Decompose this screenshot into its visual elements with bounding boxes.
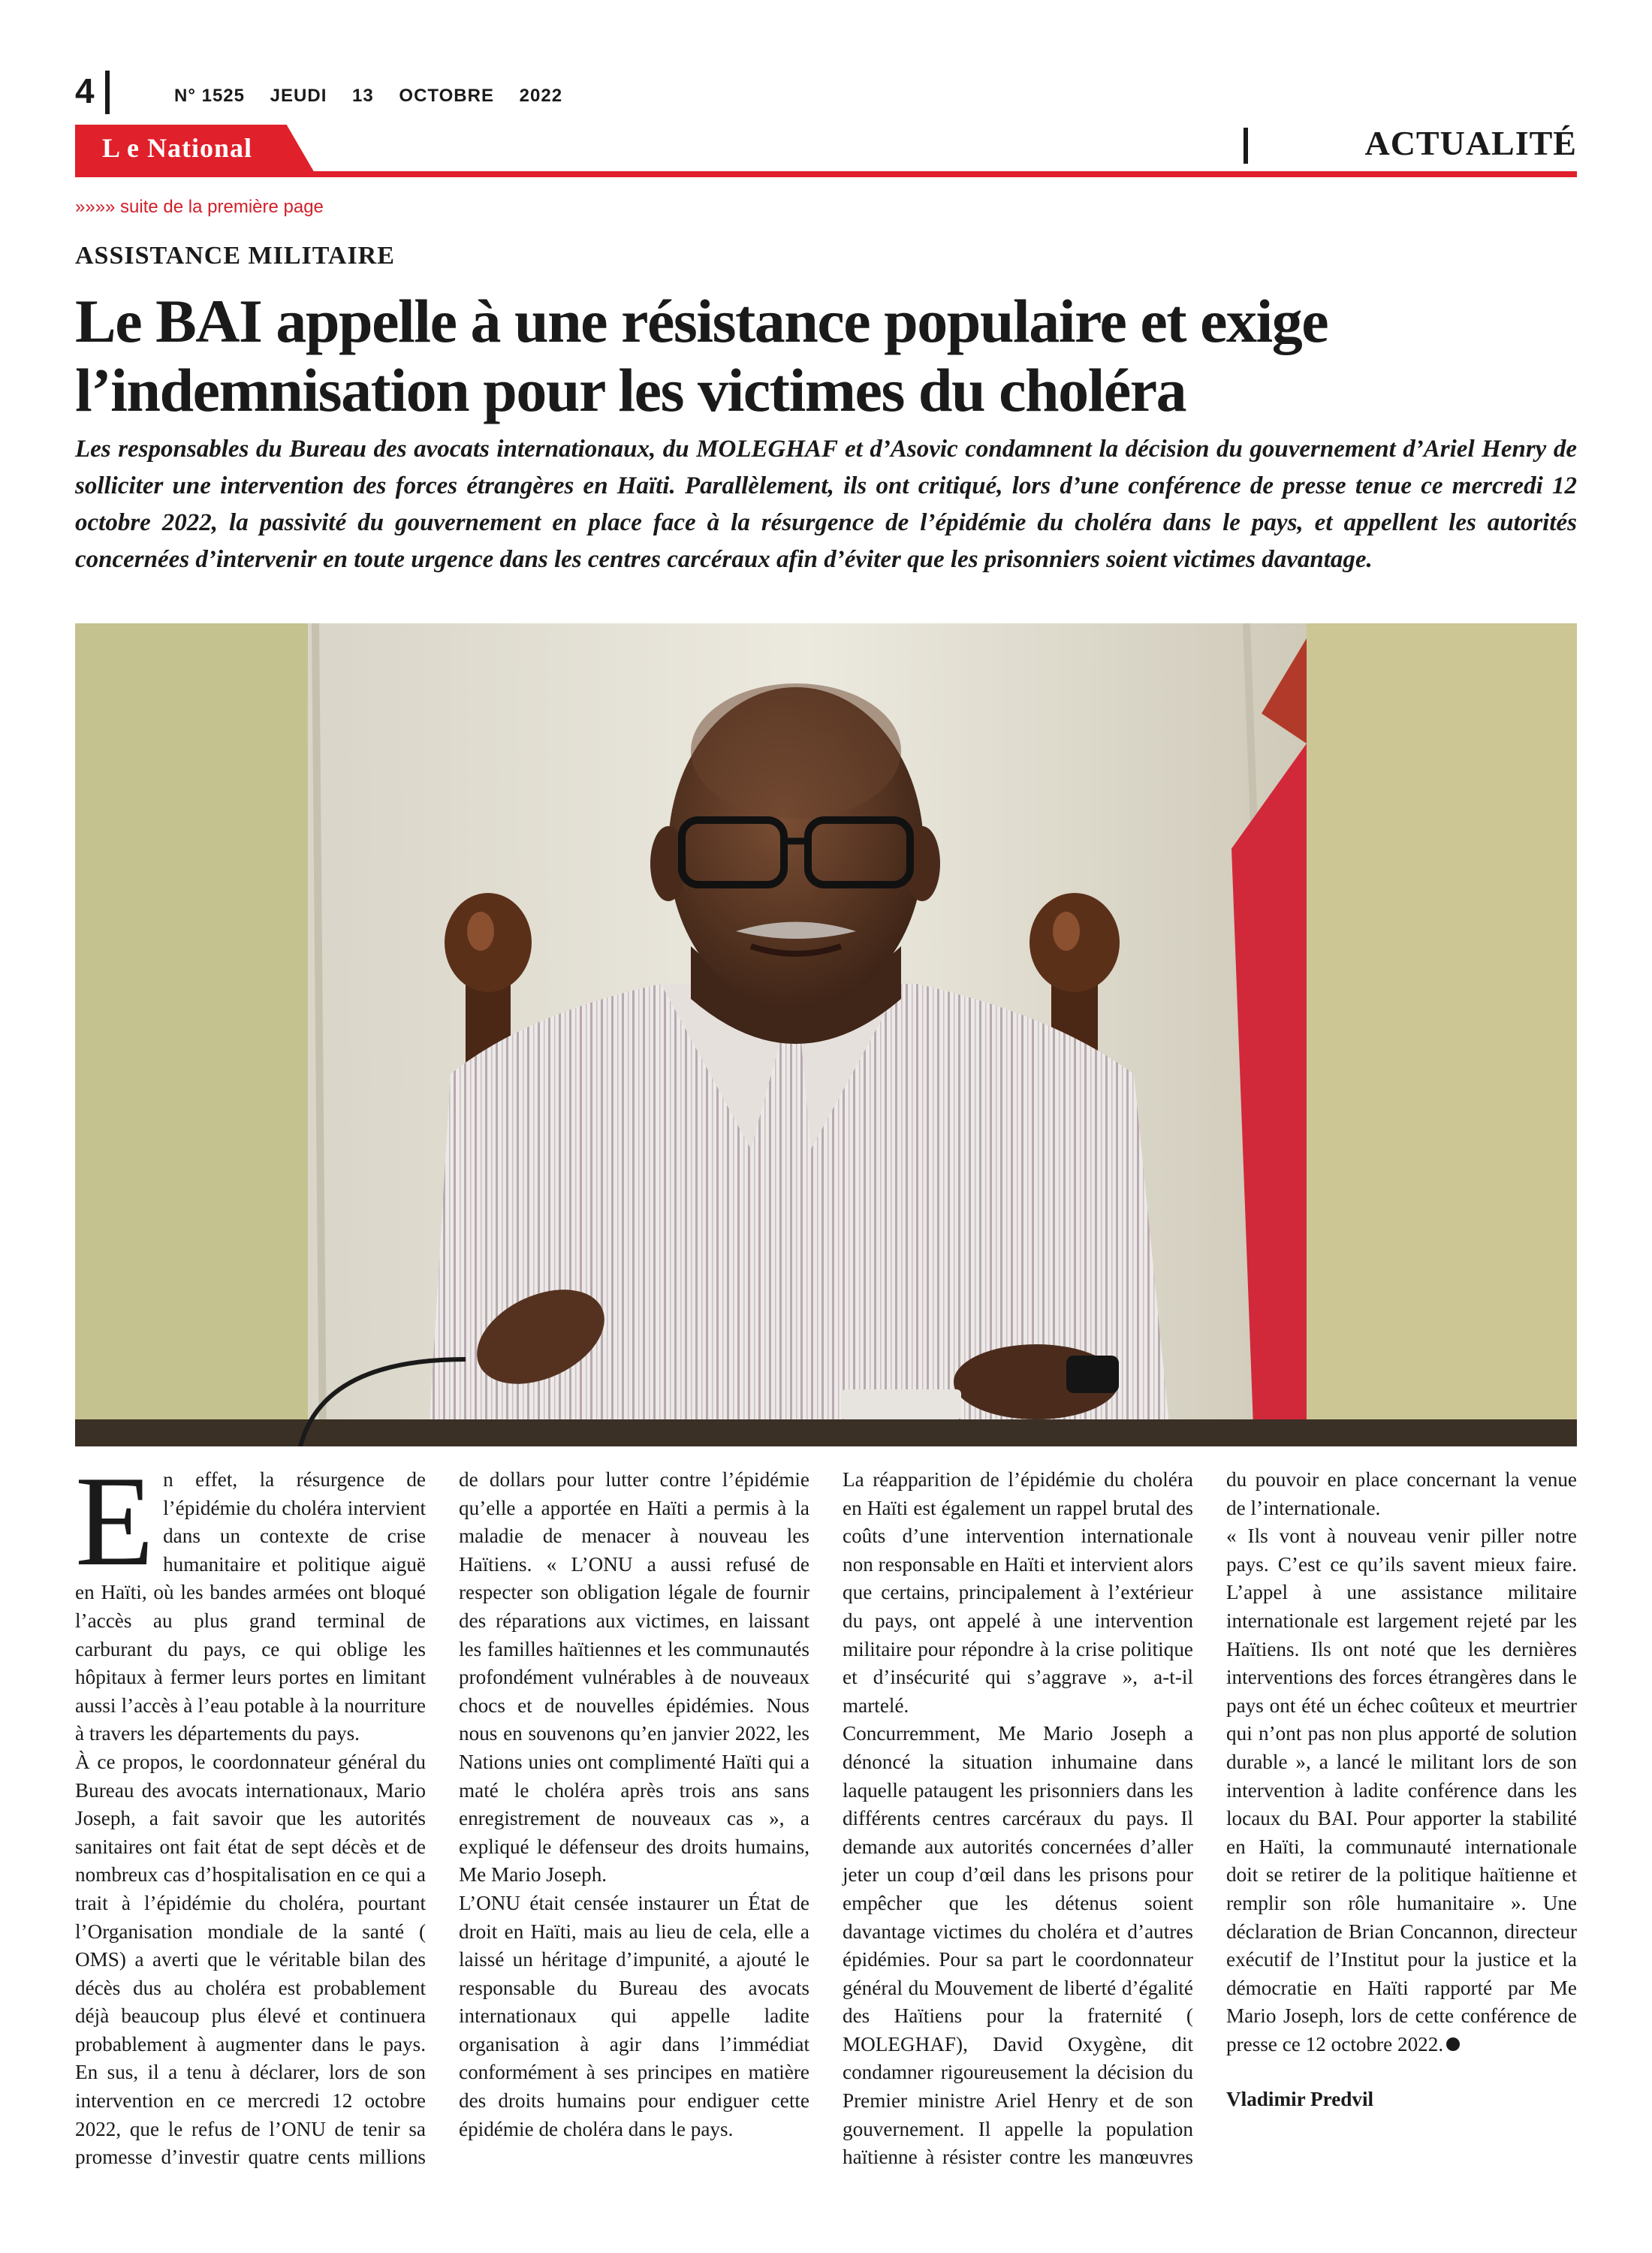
- article-photo: [75, 623, 1577, 1446]
- paragraph-4: La réapparition de l’épidémie du choléra en Haïti est également un rappel brutal des coûts d’une intervention internationale non responsable en Haïti et intervient alors que certains, principalement à l’extérieur du pays, ont appelé à une intervention militaire pour répondre à la crise politique et d’insécurité qui s’aggrave », a-t-il martelé.: [843, 1468, 1193, 1717]
- photo-illustration: [75, 623, 1577, 1446]
- article-byline: Vladimir Predvil: [1226, 2088, 1374, 2111]
- end-of-article-icon: [1446, 2037, 1460, 2051]
- paragraph-6: « Ils vont à nouveau venir piller notre pays. C’est ce qu’ils savent mieux faire. L’appel à une assistance militaire internationale est largement rejeté par les Haïtiens. Ils ont noté que les dernières interventions des forces étrangères dans le pays ont été un échec coûteux et meurtrier qui n’ont pas non plus apporté de solution durable », a lancé le militant lors de son intervention à ladite conférence dans les locaux du BAI. Pour apporter la stabilité en Haïti, la communauté internationale doit se retirer de la politique haïtienne et remplir son rôle humanitaire ». Une déclaration de Brian Concannon, directeur exécutif de l’Institut pour la justice et la démocratie en Haïti rapporté par Me Mario Joseph, lors de cette conférence de presse ce 12 octobre 2022.: [1226, 1525, 1577, 2055]
- paragraph-5: Concurremment, Me Mario Joseph a dénoncé la situation inhumaine dans laquelle pataugent les prisonniers dans les différents centres carcéraux du pays. Il demande aux autorités concernées d’aller jeter un coup d’œil dans les prisons pour empêcher que les détenus soient davantage victimes du choléra et d’autres épidémies. Pour sa part le coordonnateur général du Mouvement de liberté d’égalité des Haïtiens pour la fraternité ( MOLEGHAF), David Oxygène, dit condamner rigoureusement la décision du Premier ministre Ariel Henry et de son gouvernement. Il appelle la population haïtienne à résister contre les manœuvres du pouvoir en place concernant la venue de l’internationale.: [843, 1468, 1577, 2169]
- article-kicker: ASSISTANCE MILITAIRE: [75, 242, 395, 270]
- headline-line-1: Le BAI appelle à une résistance populaire et exige: [75, 287, 1328, 355]
- section-title: ACTUALITÉ: [1364, 124, 1577, 162]
- page-number: 4: [75, 71, 95, 110]
- issue-number: N° 1525: [174, 86, 245, 106]
- page-number-divider: [105, 71, 110, 114]
- drop-cap: E: [75, 1450, 155, 1593]
- paragraph-2: À ce propos, le coordonnateur général du Bureau des avocats internationaux, Mario Joseph, a fait savoir que les autorités sanitaires ont fait état de sept décès et de nombreux cas d’hospitalisation en ce qui a trait à l’épidémie du choléra, pourtant l’Organisation mondiale de la santé ( OMS) a averti que le véritable bilan des décès dus au choléra est probablement déjà beaucoup plus élevé et continuera probablement à augmenter dans le pays. En sus, il a tenu à déclarer, lors de son intervention en ce mercredi 12 octobre 2022, que le refus de l’ONU de tenir sa promesse d’investir quatre cents millions de dollars pour lutter contre l’épidémie qu’elle a apportée en Haïti a permis à la maladie de menacer à nouveau les Haïtiens. « L’ONU a aussi refusé de respecter son obligation légale de fournir des réparations aux victimes, en laissant les familles haïtiennes et les communautés profondément vulnérables à de nouveaux chocs et de nouvelles épidémies. Nous nous en souvenons qu’en janvier 2022, les Nations unies ont complimenté Haïti qui a maté le choléra après trois ans sans enregistrement de nouveaux cas », a expliqué le défenseur des droits humains, Me Mario Joseph.: [75, 1468, 809, 2169]
- issue-weekday: JEUDI: [270, 86, 327, 106]
- issue-month: OCTOBRE: [399, 86, 494, 106]
- continued-from-link[interactable]: »»»» suite de la première page: [75, 197, 324, 217]
- article-lead: Les responsables du Bureau des avocats internationaux, du MOLEGHAF et d’Asovic condamnent la décision du gouvernement d’Ariel Henry de solliciter une intervention des forces étrangères en Haïti. Parallèlement, ils ont critiqué, lors d’une conférence de presse tenue ce mercredi 12 octobre 2022, la passivité du gouvernement en place face à la résurgence de l’épidémie du choléra dans le pays, et appellent les autorités concernées d’intervenir en toute urgence dans les centres carcéraux afin d’éviter que les prisonniers soient victimes davantage.: [75, 436, 1577, 573]
- masthead-logo: L e National: [102, 133, 253, 163]
- issue-dateline: [174, 86, 582, 107]
- section-divider: [1244, 128, 1248, 164]
- paragraph-1: En effet, la résurgence de l’épidémie du choléra intervient dans un contexte de crise humanitaire et politique aiguë en Haïti, où les bandes armées ont bloqué l’accès au plus grand terminal de carburant du pays, ce qui oblige les hôpitaux à fermer leurs portes en limitant aussi l’accès à l’eau potable à la nourriture à travers les départements du pays.: [75, 1450, 426, 1745]
- issue-day: 13: [352, 86, 374, 106]
- issue-year: 2022: [519, 86, 563, 106]
- paragraph-3: L’ONU était censée instaurer un État de droit en Haïti, mais au lieu de cela, elle a laissé un héritage d’impunité, a ajouté le responsable du Bureau des avocats internationaux qui appelle ladite organisation à agir dans l’immédiat conformément à ses principes en matière des droits humains pour endiguer cette épidémie de choléra dans le pays.: [459, 1891, 809, 2140]
- article-body: [75, 1450, 1577, 2187]
- headline-line-2: l’indemnisation pour les victimes du choléra: [75, 356, 1186, 424]
- article-headline: [75, 287, 1577, 425]
